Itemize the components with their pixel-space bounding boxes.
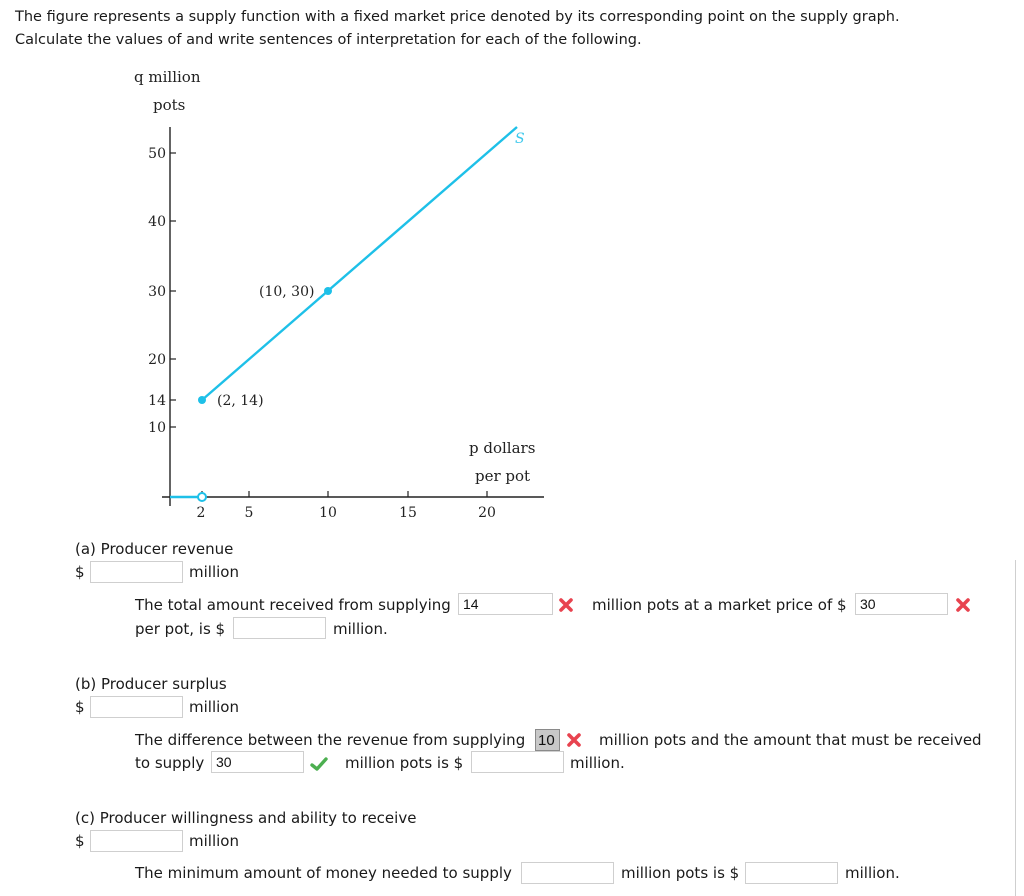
y-tick-labels (148, 146, 166, 436)
svg-text:10: 10 (319, 505, 337, 521)
prompt-line-1: The figure represents a supply function with a fixed market price denoted by its corresponding point on the supply graph. (15, 9, 900, 25)
part-a-sentence-text-2: million pots at a market price of $ (592, 596, 847, 614)
part-a-quantity-input[interactable] (458, 593, 553, 615)
part-b-sentence-text-2: million pots and the amount that must be received (599, 731, 982, 749)
part-b-sentence-text-5: million. (570, 754, 625, 772)
svg-text:40: 40 (148, 214, 166, 230)
part-a-sentence-text-3: per pot, is $ (135, 620, 226, 638)
open-point-marker (198, 493, 206, 501)
part-c-unit: million (189, 832, 239, 850)
incorrect-x-icon (566, 732, 584, 750)
part-c-currency: $ (75, 832, 85, 850)
x-axis-label-line1: p dollars (469, 439, 536, 457)
part-b-sentence-text-3: to supply (135, 754, 205, 772)
supply-curve-label: S (515, 131, 525, 147)
incorrect-x-icon (955, 597, 973, 615)
svg-text:2: 2 (196, 505, 206, 521)
part-c-sentence-text-2: million pots is $ (621, 864, 740, 882)
part-b-currency: $ (75, 698, 85, 716)
part-c-heading: (c) Producer willingness and ability to receive (75, 809, 417, 827)
part-b-surplus-input[interactable] (471, 751, 564, 773)
incorrect-x-icon (558, 597, 576, 615)
part-a-sentence-text-4: million. (333, 620, 388, 638)
svg-text:30: 30 (148, 284, 166, 300)
part-b-sentence-text-4: million pots is $ (345, 754, 464, 772)
part-a-revenue-input[interactable] (233, 617, 326, 639)
part-b-answer-input[interactable] (90, 696, 183, 718)
point-2-14-label: (2, 14) (217, 393, 264, 409)
part-c-answer-input[interactable] (90, 830, 183, 852)
prompt-line-2: Calculate the values of and write sentences of interpretation for each of the following. (15, 32, 642, 48)
part-b-supply-quantity-input[interactable] (211, 751, 304, 773)
point-10-30-marker (324, 287, 332, 295)
y-axis-label-line2: pots (153, 96, 186, 114)
part-a-unit: million (189, 563, 239, 581)
point-10-30-label: (10, 30) (259, 284, 315, 300)
part-c-quantity-input[interactable] (521, 862, 614, 884)
y-axis-label-line1: q million (134, 68, 201, 86)
part-a-currency: $ (75, 563, 85, 581)
part-b-sentence-text-1: The difference between the revenue from supplying (135, 731, 526, 749)
part-a-heading: (a) Producer revenue (75, 540, 234, 558)
point-2-14-marker (198, 396, 206, 404)
svg-text:10: 10 (148, 420, 166, 436)
part-c-sentence-text-3: million. (845, 864, 900, 882)
x-ticks (202, 491, 487, 497)
part-b-heading: (b) Producer surplus (75, 675, 227, 693)
part-a-price-input[interactable] (855, 593, 948, 615)
y-ticks (170, 153, 176, 427)
right-divider (1015, 560, 1016, 896)
part-c-amount-input[interactable] (745, 862, 838, 884)
part-c-sentence-text-1: The minimum amount of money needed to supply (135, 864, 512, 882)
part-b-unit: million (189, 698, 239, 716)
x-tick-labels (197, 505, 496, 521)
part-a-answer-input[interactable] (90, 561, 183, 583)
part-b-quantity-input[interactable] (535, 729, 560, 751)
svg-text:20: 20 (478, 505, 496, 521)
correct-check-icon (310, 756, 328, 774)
svg-text:14: 14 (148, 393, 166, 409)
supply-line (202, 127, 517, 400)
svg-text:15: 15 (399, 505, 417, 521)
svg-text:5: 5 (244, 505, 254, 521)
svg-text:20: 20 (148, 352, 166, 368)
svg-text:50: 50 (148, 146, 166, 162)
part-a-sentence-text-1: The total amount received from supplying (135, 596, 451, 614)
x-axis-label-line2: per pot (475, 467, 531, 485)
